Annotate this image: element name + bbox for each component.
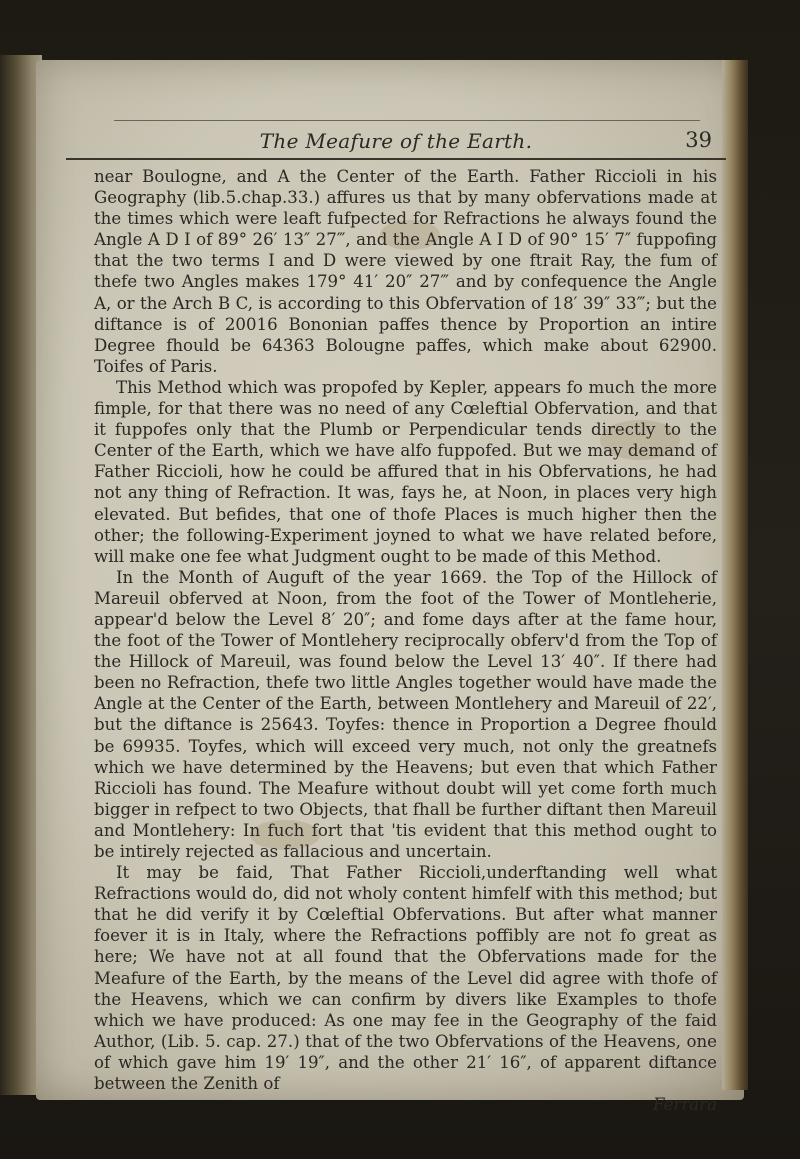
paragraph: In the Month of Auguft of the year 1669. the Top of the Hillock of Mareuil obferved at Noon, from the foot of the Tower of Montleherie, appear'd below the Level 8′ 20″; and fome days after at the fame hour, the foot of the Tower of Montlehery reciprocally obferv'd from the Top of the Hillock of Mareuil, was found below the Level 13′ 40″. If there had been no Refraction, thefe two little Angles together would have made the Angle at the Center of the Earth, between Montlehery and Mareuil of 22′, but the diftance is 25643. Toyfes: thence in Proportion a Degree fhould be 69935. Toyfes, which will exceed very much, not only the greatnefs which we have determined by the Heavens; but even that which Father Riccioli has found. The Meafure without doubt will yet come forth much bigger in refpect to two Objects, that fhall be further diftant then Mareuil and Montlehery: In fuch fort that 'tis evident that this method ought to be intirely rejected as fallacious and uncertain. <box>94 567 717 861</box>
paragraph: It may be faid, That Father Riccioli,underftanding well what Refractions would do, did not wholy content himfelf with this method; but that he did verify it by Cœleftial Obfervations. But after what manner foever it is in Italy, where the Refractions poffibly are not fo great as here; We have not at all found that the Obfervations made for the Meafure of the Earth, by the means of the Level did agree with thofe of the Heavens, which we can confirm by divers like Examples to thofe which we have produced: As one may fee in the Geography of the faid Author, (Lib. 5. cap. 27.) that of the two Obfervations of the Heavens, one of which gave him 19′ 19″, and the other 21′ 16″, of apparent diftance between the Zenith of <box>94 863 718 1094</box>
body-text <box>94 166 717 1115</box>
header-top-rule <box>114 120 700 121</box>
paragraph: near Boulogne, and A the Center of the Earth. Father Riccioli in his Geography (lib.5.chap.33.) affures us that by many obfervations made at the times which were leaft fufpected for Refractions he always found the Angle A D I of 89° 26′ 13″ 27‴, and the Angle A I D of 90° 15′ 7″ fuppofing that the two terms I and D were viewed by one ftrait Ray, the fum of thefe two Angles makes 179° 41′ 20″ 27‴ and by confequence the Angle A, or the Arch B C, is according to this Obfervation of 18′ 39″ 33‴; but the diftance is of 20016 Bononian paffes thence by Proportion an intire Degree fhould be 64363 Bolougne paffes, which make about 62900. Toifes of Paris. <box>94 167 717 376</box>
catchword: Ferrara <box>652 1095 717 1115</box>
right-page-edge <box>722 60 748 1090</box>
paragraph: This Method which was propofed by Kepler, appears fo much the more fimple, for that there was no need of any Cœleftial Obfervation, and that it fuppofes only that the Plumb or Perpendicular tends directly to the Center of the Earth, which we have alfo fuppofed. But we may demand of Father Riccioli, how he could be affured that in his Obfervations, he had not any thing of Refraction. It was, fays he, at Noon, in places very high elevated. But befides, that one of thofe Places is much higher then the other; the following-Experiment joyned to what we have related before, will make one fee what Judgment ought to be made of this Method. <box>94 377 717 566</box>
page-header <box>66 128 726 160</box>
running-title: The Meafure of the Earth. <box>259 129 533 153</box>
page-number: 39 <box>685 128 712 152</box>
